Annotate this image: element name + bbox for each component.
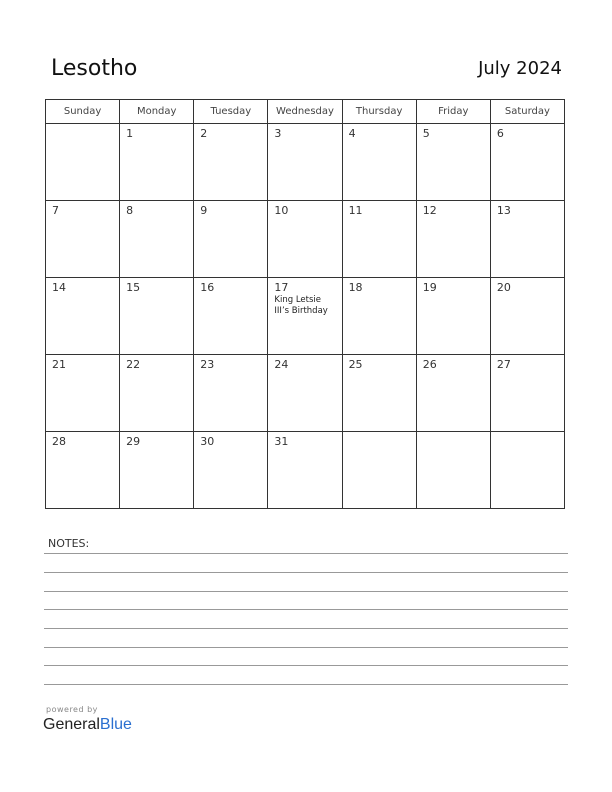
notes-label: NOTES: (48, 537, 90, 550)
day-number: 9 (200, 204, 208, 217)
day-cell[interactable] (342, 201, 416, 278)
day-cell[interactable] (490, 201, 564, 278)
day-number: 3 (274, 127, 282, 140)
day-cell[interactable] (194, 432, 268, 509)
day-cell[interactable] (120, 432, 194, 509)
day-cell[interactable] (120, 278, 194, 355)
day-number: 20 (496, 281, 511, 294)
day-number: 17 (274, 281, 289, 294)
weekday-friday: Friday (416, 100, 490, 124)
day-cell[interactable] (194, 201, 268, 278)
day-cell[interactable] (268, 201, 342, 278)
day-number: 31 (274, 435, 289, 448)
day-cell[interactable] (490, 124, 564, 201)
day-cell[interactable] (268, 278, 342, 355)
day-cell[interactable] (342, 355, 416, 432)
day-cell[interactable] (46, 278, 120, 355)
note-line (44, 647, 568, 648)
day-cell[interactable] (490, 355, 564, 432)
day-cell[interactable] (194, 355, 268, 432)
day-number: 12 (422, 204, 437, 217)
day-number: 21 (52, 358, 66, 371)
day-number: 25 (348, 358, 363, 371)
day-cell[interactable] (416, 355, 490, 432)
calendar-body (46, 124, 565, 509)
day-number: 18 (348, 281, 363, 294)
day-cell[interactable] (268, 432, 342, 509)
note-line (44, 572, 568, 573)
day-cell[interactable] (416, 201, 490, 278)
day-cell[interactable] (416, 278, 490, 355)
powered-by-text: powered by (46, 705, 98, 714)
calendar-week-row (46, 432, 565, 509)
day-cell[interactable] (120, 124, 194, 201)
day-number: 29 (126, 435, 141, 448)
day-number: 16 (200, 281, 215, 294)
calendar-week-row (46, 278, 565, 355)
day-cell[interactable] (120, 355, 194, 432)
day-number: 1 (126, 127, 134, 140)
weekday-header-row (46, 100, 565, 124)
day-cell[interactable] (342, 278, 416, 355)
day-cell[interactable] (194, 124, 268, 201)
day-number: 30 (200, 435, 215, 448)
day-number: 11 (348, 204, 363, 217)
day-number: 14 (52, 281, 66, 294)
calendar-week-row (46, 201, 565, 278)
weekday-monday: Monday (120, 100, 194, 124)
day-cell[interactable] (342, 124, 416, 201)
day-number: 24 (274, 358, 289, 371)
day-number: 10 (274, 204, 289, 217)
brand-general: General (43, 716, 100, 733)
weekday-tuesday: Tuesday (194, 100, 268, 124)
day-cell[interactable] (416, 124, 490, 201)
day-cell[interactable] (46, 355, 120, 432)
note-line (44, 684, 568, 685)
brand-blue: Blue (99, 716, 132, 733)
weekday-wednesday: Wednesday (268, 100, 342, 124)
day-cell[interactable] (268, 124, 342, 201)
day-number: 23 (200, 358, 215, 371)
empty-day-cell (342, 432, 416, 509)
day-cell[interactable] (268, 355, 342, 432)
day-number: 22 (126, 358, 141, 371)
weekday-thursday: Thursday (342, 100, 416, 124)
holiday-event: King Letsie III’s Birthday (274, 295, 328, 316)
calendar-week-row (46, 355, 565, 432)
day-number: 6 (496, 127, 504, 140)
calendar-week-row (46, 124, 565, 201)
day-number: 19 (422, 281, 437, 294)
note-line (44, 553, 568, 554)
day-number: 4 (348, 127, 356, 140)
day-cell[interactable] (194, 278, 268, 355)
note-line (44, 628, 568, 629)
weekday-saturday: Saturday (490, 100, 564, 124)
note-line (44, 591, 568, 592)
day-cell[interactable] (120, 201, 194, 278)
day-number: 7 (52, 204, 59, 217)
day-number: 13 (496, 204, 511, 217)
brand-logo[interactable] (43, 716, 132, 734)
note-line (44, 609, 568, 610)
day-number: 28 (52, 435, 66, 448)
empty-day-cell (46, 124, 120, 201)
calendar-grid (45, 99, 565, 509)
month-year-title: July 2024 (478, 58, 562, 79)
empty-day-cell (490, 432, 564, 509)
day-number: 5 (422, 127, 430, 140)
day-cell[interactable] (490, 278, 564, 355)
day-number: 8 (126, 204, 134, 217)
weekday-sunday: Sunday (46, 100, 120, 124)
empty-day-cell (416, 432, 490, 509)
day-number: 2 (200, 127, 208, 140)
country-title: Lesotho (51, 56, 138, 81)
day-number: 27 (496, 358, 511, 371)
note-line (44, 665, 568, 666)
day-cell[interactable] (46, 201, 120, 278)
day-number: 26 (422, 358, 437, 371)
day-number: 15 (126, 281, 141, 294)
day-cell[interactable] (46, 432, 120, 509)
